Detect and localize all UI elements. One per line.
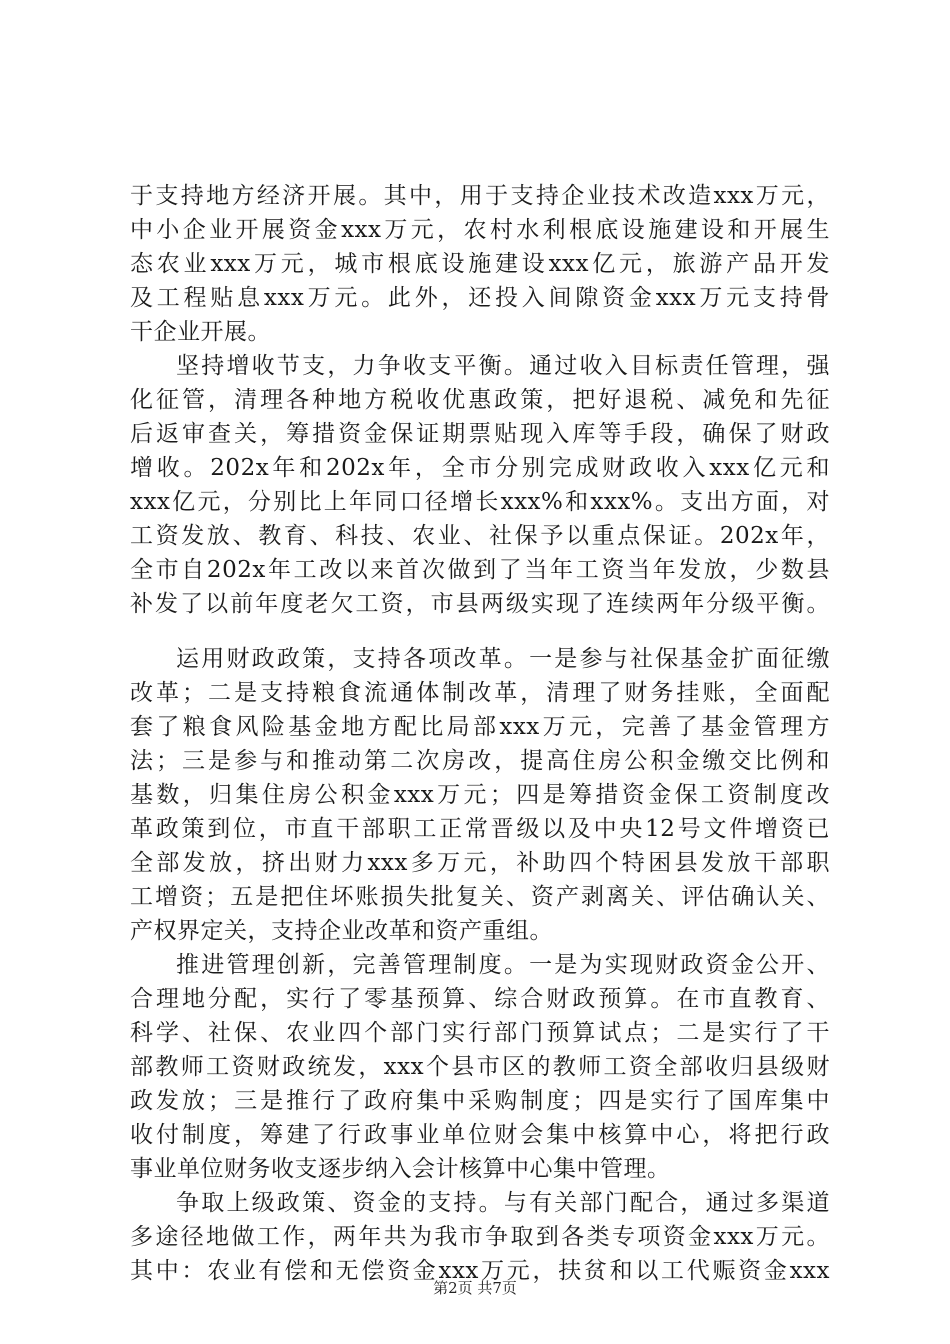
body-text-line: 后返审查关，筹措资金保证期票贴现入库等手段，确保了财政 — [130, 421, 830, 447]
paragraph-first-line: 推进管理创新，完善管理制度。一是为实现财政资金公开、 — [176, 952, 830, 978]
paragraph-first-line: 运用财政政策，支持各项改革。一是参与社保基金扩面征缴 — [176, 646, 830, 672]
body-text-line: 合理地分配，实行了零基预算、综合财政预算。在市直教育、 — [130, 986, 830, 1012]
body-text-line: 工增资；五是把住坏账损失批复关、资产剥离关、评估确认关、 — [130, 884, 830, 910]
body-text-line: 全部发放，挤出财力xxx多万元，补助四个特困县发放干部职 — [130, 850, 830, 876]
body-text-line: 工资发放、教育、科技、农业、社保予以重点保证。202x年， — [130, 523, 830, 549]
body-text-line: 多途径地做工作，两年共为我市争取到各类专项资金xxx万元。 — [130, 1224, 830, 1250]
page-number-footer: 第2页 共7页 — [433, 1279, 517, 1297]
body-text-line: 补发了以前年度老欠工资，市县两级实现了连续两年分级平衡。 — [130, 591, 830, 617]
body-text-line: 收付制度，筹建了行政事业单位财会集中核算中心，将把行政 — [130, 1122, 830, 1148]
body-text-line: 科学、社保、农业四个部门实行部门预算试点；二是实行了干 — [130, 1020, 830, 1046]
body-text-line: 中小企业开展资金xxx万元，农村水利根底设施建设和开展生 — [130, 217, 830, 243]
body-text-line: 基数，归集住房公积金xxx万元；四是筹措资金保工资制度改 — [130, 782, 830, 808]
body-text-line: 事业单位财务收支逐步纳入会计核算中心集中管理。 — [130, 1156, 671, 1182]
body-text-line: 于支持地方经济开展。其中，用于支持企业技术改造xxx万元， — [130, 183, 830, 209]
body-text-line: 及工程贴息xxx万元。此外，还投入间隙资金xxx万元支持骨 — [130, 285, 830, 311]
body-text-line: 政发放；三是推行了政府集中采购制度；四是实行了国库集中 — [130, 1088, 830, 1114]
body-text-line: xxx亿元，分别比上年同口径增长xxx%和xxx%。支出方面，对 — [130, 489, 830, 515]
paragraph-first-line: 坚持增收节支，力争收支平衡。通过收入目标责任管理，强 — [176, 353, 830, 379]
body-text-line: 增收。202x年和202x年，全市分别完成财政收入xxx亿元和 — [130, 455, 830, 481]
body-text-line: 改革；二是支持粮食流通体制改革，清理了财务挂账，全面配 — [130, 680, 830, 706]
body-text-line: 革政策到位，市直干部职工正常晋级以及中央12号文件增资已 — [130, 816, 830, 842]
body-text-line: 全市自202x年工改以来首次做到了当年工资当年发放，少数县 — [130, 557, 830, 583]
body-text-line: 产权界定关，支持企业改革和资产重组。 — [130, 918, 553, 944]
body-text-line: 其中：农业有偿和无偿资金xxx万元，扶贫和以工代赈资金xxx — [130, 1258, 830, 1284]
body-text-line: 态农业xxx万元，城市根底设施建设xxx亿元，旅游产品开发 — [130, 251, 830, 277]
body-text-line: 化征管，清理各种地方税收优惠政策，把好退税、减免和先征 — [130, 387, 830, 413]
body-text-line: 干企业开展。 — [130, 319, 271, 345]
body-text-line: 法；三是参与和推动第二次房改，提高住房公积金缴交比例和 — [130, 748, 830, 774]
body-text-line: 套了粮食风险基金地方配比局部xxx万元，完善了基金管理方 — [130, 714, 830, 740]
body-text-line: 部教师工资财政统发，xxx个县市区的教师工资全部收归县级财 — [130, 1054, 830, 1080]
paragraph-first-line: 争取上级政策、资金的支持。与有关部门配合，通过多渠道 — [176, 1190, 830, 1216]
